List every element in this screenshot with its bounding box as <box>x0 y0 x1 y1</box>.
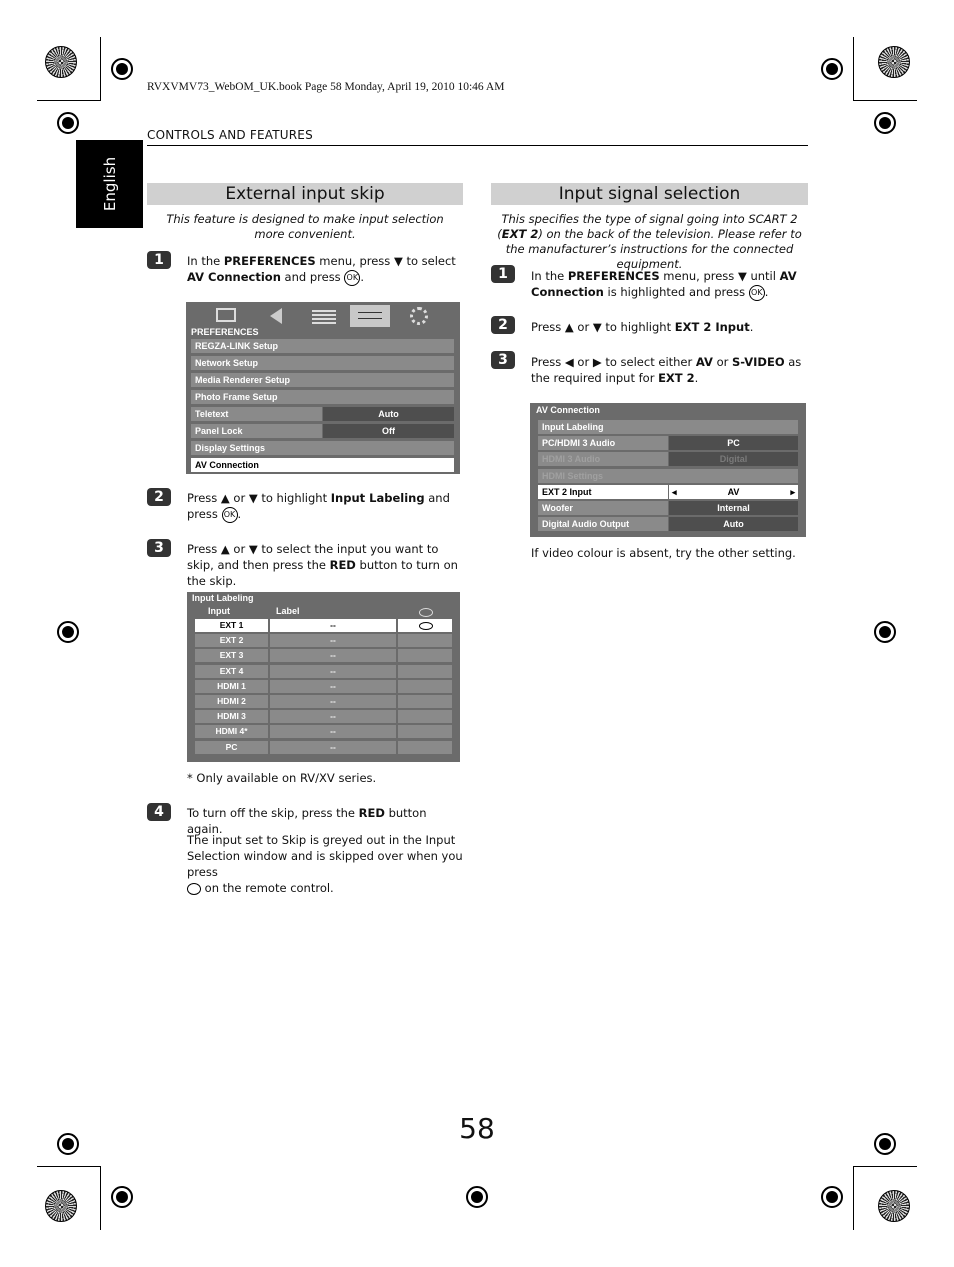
menu-item-label: Digital Audio Output <box>538 517 668 531</box>
color-wheel-icon <box>45 1190 77 1222</box>
arrow-right-icon: ▸ <box>790 486 795 497</box>
menu-item-value: Auto <box>669 517 798 531</box>
crop-mark <box>853 1166 917 1167</box>
menu-item-label: EXT 2 Input <box>538 485 668 499</box>
menu-title: Input Labeling <box>192 593 254 603</box>
menu-item-value: Off <box>323 424 454 438</box>
menu-item-label: Media Renderer Setup <box>191 373 454 387</box>
skip-cell[interactable] <box>398 695 452 708</box>
colour-note: If video colour is absent, try the other setting. <box>531 546 796 560</box>
skip-cell[interactable] <box>398 649 452 662</box>
step-text: Press ▲ or ▼ to highlight Input Labeling and press OK . <box>187 491 450 521</box>
skip-cell[interactable] <box>398 619 452 632</box>
input-name-cell[interactable]: HDMI 2 <box>195 695 268 708</box>
right-intro: This specifies the type of signal going into SCART 2 (EXT 2) on the back of the television. Please refer to the manufacturer’s instructions for the connected equipment. <box>497 212 802 271</box>
menu-item-label: Panel Lock <box>191 424 322 438</box>
crop-mark <box>100 37 101 101</box>
menu-item[interactable] <box>191 390 454 404</box>
menu-item-label: AV Connection <box>191 458 454 472</box>
input-name-cell[interactable]: EXT 3 <box>195 649 268 662</box>
menu-item[interactable] <box>191 458 454 472</box>
step-number: 4 <box>147 803 171 821</box>
speaker-icon <box>270 308 282 324</box>
skip-cell[interactable] <box>398 725 452 738</box>
label-cell[interactable]: -- <box>270 725 396 738</box>
menu-item[interactable] <box>191 339 454 353</box>
column-header: Input <box>208 606 230 616</box>
color-wheel-icon <box>45 46 77 78</box>
skip-note: The input set to Skip is greyed out in the Input Selection window and is skipped over when you press on the remote control. <box>187 833 463 895</box>
registration-mark-icon <box>466 1186 488 1208</box>
label-cell[interactable]: -- <box>270 665 396 678</box>
ok-button-icon: OK <box>749 285 765 301</box>
left-section-heading: External input skip <box>147 183 463 205</box>
language-tab <box>76 140 143 228</box>
crop-mark <box>853 100 917 101</box>
menu-item-label: HDMI Settings <box>538 469 798 483</box>
crop-mark <box>37 100 101 101</box>
step-number: 2 <box>491 316 515 334</box>
menu-item[interactable] <box>538 469 798 483</box>
picture-icon <box>216 308 236 322</box>
registration-mark-icon <box>57 112 79 134</box>
label-cell[interactable]: -- <box>270 619 396 632</box>
left-intro: This feature is designed to make input selection more convenient. <box>166 212 444 241</box>
menu-item-label: Teletext <box>191 407 322 421</box>
label-cell[interactable]: -- <box>270 649 396 662</box>
input-name-cell[interactable]: EXT 4 <box>195 665 268 678</box>
av-connection-menu <box>530 403 806 537</box>
skip-cell[interactable] <box>398 665 452 678</box>
input-labeling-menu <box>187 592 460 762</box>
registration-mark-icon <box>821 1186 843 1208</box>
skip-icon <box>419 622 433 630</box>
registration-mark-icon <box>57 621 79 643</box>
input-name-cell[interactable]: EXT 2 <box>195 634 268 647</box>
skip-icon <box>419 608 433 617</box>
step-text: Press ▲ or ▼ to select the input you want to skip, and then press the RED button to turn on the skip. <box>187 542 458 588</box>
menu-item[interactable] <box>538 436 798 450</box>
menu-title: AV Connection <box>536 405 600 415</box>
menu-title: PREFERENCES <box>191 327 259 337</box>
menu-item[interactable] <box>538 517 798 531</box>
menu-item-label: Input Labeling <box>538 420 798 434</box>
label-cell[interactable]: -- <box>270 634 396 647</box>
menu-item[interactable] <box>538 452 798 466</box>
menu-item[interactable] <box>538 485 798 499</box>
menu-item-value: Auto <box>323 407 454 421</box>
label-cell[interactable]: -- <box>270 741 396 754</box>
menu-item-value: PC <box>669 436 798 450</box>
header-rule <box>147 145 808 146</box>
menu-item[interactable] <box>538 420 798 434</box>
menu-item-label: Display Settings <box>191 441 454 455</box>
ok-button-icon: OK <box>222 507 238 523</box>
menu-item[interactable] <box>191 424 454 438</box>
label-cell[interactable]: -- <box>270 695 396 708</box>
right-section-heading: Input signal selection <box>491 183 808 205</box>
skip-cell[interactable] <box>398 741 452 754</box>
input-name-cell[interactable]: HDMI 4* <box>195 725 268 738</box>
step-text: To turn off the skip, press the RED button again. <box>187 806 427 836</box>
menu-item-label: PC/HDMI 3 Audio <box>538 436 668 450</box>
menu-item-value: AV <box>669 485 798 499</box>
menu-item-label: REGZA-LINK Setup <box>191 339 454 353</box>
input-name-cell[interactable]: PC <box>195 741 268 754</box>
input-icon <box>187 883 201 895</box>
step-number: 3 <box>491 351 515 369</box>
footnote: * Only available on RV/XV series. <box>187 771 377 785</box>
input-name-cell[interactable]: EXT 1 <box>195 619 268 632</box>
step-number: 1 <box>491 265 515 283</box>
menu-item-value: Digital <box>669 452 798 466</box>
crop-mark <box>100 1166 101 1230</box>
registration-mark-icon <box>821 58 843 80</box>
label-cell[interactable]: -- <box>270 710 396 723</box>
setup-icon <box>312 310 336 324</box>
page-number: 58 <box>459 1112 495 1145</box>
skip-cell[interactable] <box>398 634 452 647</box>
menu-item[interactable] <box>191 373 454 387</box>
file-info-line: RVXVMV73_WebOM_UK.book Page 58 Monday, April 19, 2010 10:46 AM <box>147 81 505 93</box>
gear-icon <box>410 307 428 325</box>
label-cell[interactable]: -- <box>270 680 396 693</box>
color-wheel-icon <box>878 46 910 78</box>
color-wheel-icon <box>878 1190 910 1222</box>
input-name-cell[interactable]: HDMI 3 <box>195 710 268 723</box>
step-text: Press ▲ or ▼ to highlight EXT 2 Input. <box>531 320 754 334</box>
skip-cell[interactable] <box>398 680 452 693</box>
step-text: Press ◀ or ▶ to select either AV or S-VIDEO as the required input for EXT 2. <box>531 355 802 385</box>
input-name-cell[interactable]: HDMI 1 <box>195 680 268 693</box>
language-tab-label: English <box>101 156 119 212</box>
registration-mark-icon <box>111 1186 133 1208</box>
ok-button-icon: OK <box>344 270 360 286</box>
step-number: 3 <box>147 539 171 557</box>
menu-item-label: Photo Frame Setup <box>191 390 454 404</box>
menu-item[interactable] <box>191 441 454 455</box>
skip-cell[interactable] <box>398 710 452 723</box>
menu-item[interactable] <box>538 501 798 515</box>
registration-mark-icon <box>874 112 896 134</box>
column-header: Label <box>276 606 300 616</box>
menu-item-label: Network Setup <box>191 356 454 370</box>
menu-item[interactable] <box>191 356 454 370</box>
step-text: In the PREFERENCES menu, press ▼ until AV Connection is highlighted and press OK . <box>531 269 797 299</box>
step-number: 1 <box>147 251 171 269</box>
menu-item[interactable] <box>191 407 454 421</box>
crop-mark <box>853 1166 854 1230</box>
menu-item-label: Woofer <box>538 501 668 515</box>
preferences-menu <box>186 302 460 474</box>
step-number: 2 <box>147 488 171 506</box>
section-title: CONTROLS AND FEATURES <box>147 128 313 142</box>
step-text: In the PREFERENCES menu, press ▼ to select AV Connection and press OK . <box>187 254 456 284</box>
registration-mark-icon <box>874 1133 896 1155</box>
registration-mark-icon <box>874 621 896 643</box>
menu-item-label: HDMI 3 Audio <box>538 452 668 466</box>
menu-item-value: Internal <box>669 501 798 515</box>
registration-mark-icon <box>57 1133 79 1155</box>
arrow-left-icon: ◂ <box>672 486 677 497</box>
crop-mark <box>853 37 854 101</box>
registration-mark-icon <box>111 58 133 80</box>
crop-mark <box>37 1166 101 1167</box>
preferences-icon <box>350 305 390 327</box>
